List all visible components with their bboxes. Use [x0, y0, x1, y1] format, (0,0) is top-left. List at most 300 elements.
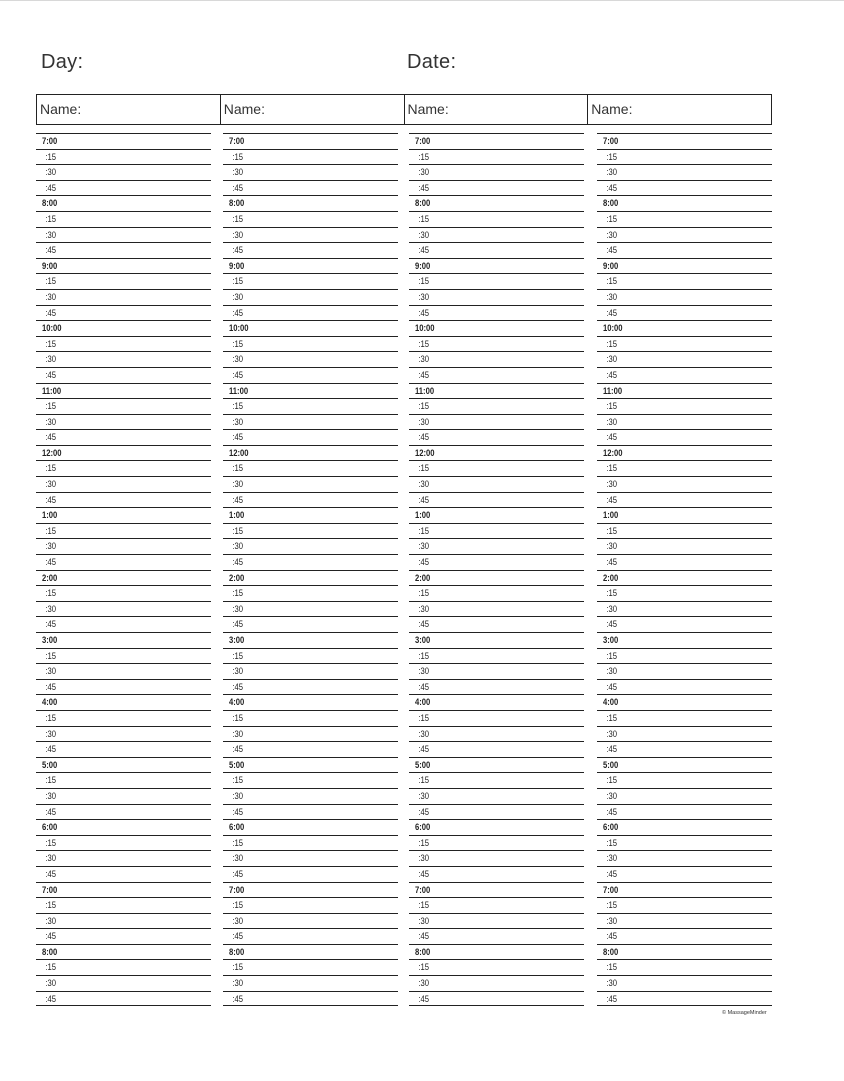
time-slot-hour[interactable] — [223, 632, 398, 648]
time-slot-quarter[interactable] — [597, 850, 772, 866]
time-slot-hour[interactable] — [223, 570, 398, 586]
time-slot-quarter[interactable] — [223, 726, 398, 742]
time-slot-quarter[interactable] — [223, 476, 398, 492]
time-slot-quarter[interactable] — [223, 149, 398, 165]
name-field-1[interactable]: Name: — [37, 95, 221, 124]
time-slot-hour[interactable] — [597, 757, 772, 773]
time-slot-quarter[interactable] — [36, 211, 211, 227]
time-slot-hour[interactable] — [36, 383, 211, 399]
time-slot-quarter[interactable] — [597, 476, 772, 492]
hour-label: 9:00 — [602, 260, 619, 271]
quarter-label: :30 — [418, 291, 429, 302]
time-slot-quarter[interactable] — [36, 897, 211, 913]
time-slot-hour[interactable] — [597, 383, 772, 399]
time-slot-quarter[interactable] — [223, 351, 398, 367]
time-slot-hour[interactable] — [223, 507, 398, 523]
time-slot-quarter[interactable] — [36, 710, 211, 726]
hour-label: 10:00 — [228, 323, 249, 334]
time-slot-quarter[interactable] — [597, 523, 772, 539]
quarter-label: :45 — [418, 931, 429, 942]
time-slot-hour[interactable] — [223, 944, 398, 960]
time-slot-hour[interactable] — [223, 195, 398, 211]
quarter-label: :15 — [45, 650, 56, 661]
time-slot-quarter[interactable] — [223, 523, 398, 539]
time-slot-quarter[interactable] — [597, 305, 772, 321]
time-slot-hour[interactable] — [597, 819, 772, 835]
time-slot-quarter[interactable] — [36, 336, 211, 352]
time-slot-quarter[interactable] — [223, 414, 398, 430]
time-slot-hour[interactable] — [36, 694, 211, 710]
quarter-label: :15 — [232, 338, 243, 349]
time-slot-quarter[interactable] — [409, 523, 584, 539]
quarter-label: :30 — [606, 291, 617, 302]
time-slot-hour[interactable] — [36, 757, 211, 773]
quarter-label: :15 — [418, 525, 429, 536]
quarter-label: :45 — [45, 806, 56, 817]
time-slot-hour[interactable] — [223, 694, 398, 710]
quarter-label: :45 — [606, 744, 617, 755]
time-slot-quarter[interactable] — [36, 788, 211, 804]
hour-label: 11:00 — [414, 385, 435, 396]
time-slot-quarter[interactable] — [223, 772, 398, 788]
time-slot-quarter[interactable] — [36, 601, 211, 617]
quarter-label: :30 — [232, 790, 243, 801]
time-slot-hour[interactable] — [409, 258, 584, 274]
time-slot-quarter[interactable] — [409, 554, 584, 570]
time-slot-quarter[interactable] — [223, 928, 398, 944]
time-slot-quarter[interactable] — [409, 476, 584, 492]
time-slot-quarter[interactable] — [223, 336, 398, 352]
time-slot-quarter[interactable] — [597, 648, 772, 664]
time-slot-quarter[interactable] — [409, 616, 584, 632]
time-slot-quarter[interactable] — [597, 897, 772, 913]
time-slot-quarter[interactable] — [36, 616, 211, 632]
quarter-label: :30 — [606, 915, 617, 926]
time-slot-quarter[interactable] — [36, 866, 211, 882]
time-slot-quarter[interactable] — [597, 601, 772, 617]
hour-label: 12:00 — [414, 447, 435, 458]
quarter-label: :15 — [418, 338, 429, 349]
time-slot-hour[interactable] — [36, 944, 211, 960]
time-slot-quarter[interactable] — [223, 460, 398, 476]
quarter-label: :15 — [606, 837, 617, 848]
time-slot-quarter[interactable] — [223, 242, 398, 258]
time-slot-quarter[interactable] — [409, 367, 584, 383]
hour-label: 3:00 — [228, 635, 245, 645]
hour-label: 8:00 — [602, 946, 619, 957]
time-slot-quarter[interactable] — [597, 710, 772, 726]
time-slot-quarter[interactable] — [409, 273, 584, 289]
time-slot-quarter[interactable] — [597, 804, 772, 820]
time-slot-quarter[interactable] — [409, 897, 584, 913]
time-slot-hour[interactable] — [597, 694, 772, 710]
time-slot-quarter[interactable] — [223, 663, 398, 679]
time-slot-quarter[interactable] — [36, 585, 211, 601]
hour-label: 7:00 — [41, 136, 58, 146]
quarter-label: :45 — [232, 868, 243, 879]
time-slot-quarter[interactable] — [409, 710, 584, 726]
time-slot-quarter[interactable] — [409, 804, 584, 820]
quarter-label: :15 — [45, 588, 56, 599]
time-slot-quarter[interactable] — [223, 975, 398, 991]
quarter-label: :45 — [45, 557, 56, 568]
hour-label: 5:00 — [602, 759, 619, 770]
time-slot-hour[interactable] — [223, 133, 398, 149]
time-slot-quarter[interactable] — [597, 414, 772, 430]
time-slot-quarter[interactable] — [223, 991, 398, 1007]
time-slot-hour[interactable] — [597, 882, 772, 898]
time-slot-hour[interactable] — [223, 819, 398, 835]
quarter-label: :45 — [606, 931, 617, 942]
quarter-label: :30 — [606, 416, 617, 427]
time-slot-hour[interactable] — [409, 694, 584, 710]
time-slot-quarter[interactable] — [597, 429, 772, 445]
time-slot-quarter[interactable] — [36, 538, 211, 554]
time-slot-quarter[interactable] — [36, 835, 211, 851]
time-slot-quarter[interactable] — [409, 913, 584, 929]
quarter-label: :45 — [232, 744, 243, 755]
time-slot-quarter[interactable] — [409, 149, 584, 165]
time-slot-quarter[interactable] — [409, 351, 584, 367]
time-slot-quarter[interactable] — [36, 804, 211, 820]
quarter-label: :30 — [418, 790, 429, 801]
time-slot-hour[interactable] — [597, 445, 772, 461]
quarter-label: :45 — [45, 744, 56, 755]
time-slot-quarter[interactable] — [597, 554, 772, 570]
quarter-label: :15 — [606, 775, 617, 786]
time-slot-quarter[interactable] — [36, 476, 211, 492]
time-slot-quarter[interactable] — [223, 850, 398, 866]
time-slot-quarter[interactable] — [36, 164, 211, 180]
time-slot-quarter[interactable] — [36, 414, 211, 430]
time-slot-hour[interactable] — [36, 882, 211, 898]
time-slot-quarter[interactable] — [597, 975, 772, 991]
time-slot-quarter[interactable] — [409, 585, 584, 601]
time-slot-hour[interactable] — [409, 320, 584, 336]
time-slot-quarter[interactable] — [597, 663, 772, 679]
time-slot-hour[interactable] — [223, 757, 398, 773]
time-slot-hour[interactable] — [36, 819, 211, 835]
time-slot-hour[interactable] — [597, 632, 772, 648]
quarter-label: :45 — [418, 432, 429, 443]
time-slot-quarter[interactable] — [36, 227, 211, 243]
quarter-label: :15 — [232, 463, 243, 474]
time-slot-quarter[interactable] — [223, 585, 398, 601]
time-slot-quarter[interactable] — [597, 149, 772, 165]
name-field-3[interactable]: Name: — [405, 95, 589, 124]
time-slot-quarter[interactable] — [223, 804, 398, 820]
time-slot-hour[interactable] — [409, 944, 584, 960]
time-slot-quarter[interactable] — [409, 211, 584, 227]
hour-label: 4:00 — [602, 697, 619, 708]
time-slot-quarter[interactable] — [223, 866, 398, 882]
quarter-label: :45 — [232, 806, 243, 817]
time-slot-quarter[interactable] — [409, 959, 584, 975]
time-slot-quarter[interactable] — [597, 289, 772, 305]
time-slot-quarter[interactable] — [36, 242, 211, 258]
time-slot-quarter[interactable] — [36, 554, 211, 570]
time-slot-quarter[interactable] — [36, 850, 211, 866]
quarter-label: :30 — [418, 416, 429, 427]
time-slot-hour[interactable] — [597, 133, 772, 149]
time-slot-hour[interactable] — [597, 944, 772, 960]
time-slot-quarter[interactable] — [36, 460, 211, 476]
time-slot-quarter[interactable] — [409, 741, 584, 757]
time-slot-hour[interactable] — [409, 882, 584, 898]
time-slot-hour[interactable] — [409, 445, 584, 461]
quarter-label: :15 — [418, 463, 429, 474]
time-slot-quarter[interactable] — [597, 398, 772, 414]
time-slot-quarter[interactable] — [36, 679, 211, 695]
time-slot-quarter[interactable] — [36, 648, 211, 664]
time-slot-quarter[interactable] — [36, 492, 211, 508]
quarter-label: :45 — [45, 182, 56, 193]
quarter-label: :45 — [45, 494, 56, 505]
quarter-label: :45 — [45, 868, 56, 879]
time-slot-quarter[interactable] — [223, 180, 398, 196]
hour-label: 1:00 — [41, 510, 58, 521]
time-slot-quarter[interactable] — [597, 538, 772, 554]
quarter-label: :45 — [45, 681, 56, 692]
quarter-label: :30 — [45, 790, 56, 801]
time-slot-hour[interactable] — [36, 507, 211, 523]
time-slot-hour[interactable] — [36, 632, 211, 648]
time-slot-quarter[interactable] — [409, 492, 584, 508]
time-slot-hour[interactable] — [223, 258, 398, 274]
time-slot-quarter[interactable] — [597, 866, 772, 882]
time-slot-hour[interactable] — [36, 320, 211, 336]
time-slot-quarter[interactable] — [223, 211, 398, 227]
time-slot-hour[interactable] — [409, 819, 584, 835]
time-slot-hour[interactable] — [36, 195, 211, 211]
time-slot-quarter[interactable] — [223, 788, 398, 804]
quarter-label: :30 — [418, 479, 429, 490]
time-slot-quarter[interactable] — [409, 772, 584, 788]
time-slot-quarter[interactable] — [223, 835, 398, 851]
quarter-label: :15 — [45, 900, 56, 911]
time-slot-quarter[interactable] — [223, 710, 398, 726]
hour-label: 12:00 — [228, 447, 249, 458]
time-slot-quarter[interactable] — [36, 429, 211, 445]
time-slot-quarter[interactable] — [223, 959, 398, 975]
time-slot-quarter[interactable] — [597, 991, 772, 1007]
time-slot-quarter[interactable] — [409, 928, 584, 944]
quarter-label: :30 — [45, 291, 56, 302]
time-slot-quarter[interactable] — [597, 164, 772, 180]
top-border-line — [0, 0, 844, 1]
time-slot-quarter[interactable] — [36, 523, 211, 539]
time-slot-quarter[interactable] — [223, 601, 398, 617]
time-slot-quarter[interactable] — [597, 616, 772, 632]
hour-label: 1:00 — [602, 510, 619, 521]
time-slot-quarter[interactable] — [409, 180, 584, 196]
time-slot-quarter[interactable] — [409, 164, 584, 180]
time-slot-quarter[interactable] — [223, 538, 398, 554]
time-slot-quarter[interactable] — [409, 289, 584, 305]
time-slot-quarter[interactable] — [597, 741, 772, 757]
time-slot-quarter[interactable] — [36, 180, 211, 196]
time-slot-quarter[interactable] — [223, 741, 398, 757]
hour-label: 3:00 — [41, 635, 58, 645]
time-slot-quarter[interactable] — [597, 959, 772, 975]
time-slot-quarter[interactable] — [597, 273, 772, 289]
quarter-label: :15 — [232, 775, 243, 786]
time-slot-quarter[interactable] — [36, 726, 211, 742]
time-slot-quarter[interactable] — [223, 897, 398, 913]
quarter-label: :15 — [418, 837, 429, 848]
time-slot-hour[interactable] — [597, 258, 772, 274]
time-slot-quarter[interactable] — [36, 959, 211, 975]
time-slot-quarter[interactable] — [409, 991, 584, 1007]
time-slot-quarter[interactable] — [597, 835, 772, 851]
time-slot-hour[interactable] — [36, 570, 211, 586]
time-slot-quarter[interactable] — [597, 928, 772, 944]
time-slot-quarter[interactable] — [223, 913, 398, 929]
time-slot-quarter[interactable] — [223, 273, 398, 289]
time-slot-quarter[interactable] — [409, 538, 584, 554]
time-slot-quarter[interactable] — [36, 975, 211, 991]
hour-label: 9:00 — [41, 260, 58, 271]
time-slot-quarter[interactable] — [223, 648, 398, 664]
time-slot-quarter[interactable] — [597, 492, 772, 508]
time-slot-quarter[interactable] — [36, 991, 211, 1007]
quarter-label: :15 — [418, 775, 429, 786]
quarter-label: :30 — [418, 354, 429, 365]
time-slot-quarter[interactable] — [36, 913, 211, 929]
quarter-label: :15 — [45, 151, 56, 162]
time-slot-quarter[interactable] — [223, 616, 398, 632]
time-slot-quarter[interactable] — [36, 367, 211, 383]
time-slot-hour[interactable] — [36, 258, 211, 274]
time-slot-hour[interactable] — [409, 383, 584, 399]
quarter-label: :45 — [45, 307, 56, 318]
hour-label: 4:00 — [228, 697, 245, 708]
time-slot-quarter[interactable] — [597, 726, 772, 742]
time-slot-hour[interactable] — [597, 195, 772, 211]
time-slot-hour[interactable] — [597, 320, 772, 336]
time-slot-hour[interactable] — [409, 570, 584, 586]
time-slot-quarter[interactable] — [36, 149, 211, 165]
time-slot-quarter[interactable] — [36, 289, 211, 305]
time-slot-hour[interactable] — [36, 445, 211, 461]
time-slot-quarter[interactable] — [36, 928, 211, 944]
time-slot-quarter[interactable] — [36, 351, 211, 367]
time-slot-quarter[interactable] — [223, 305, 398, 321]
time-slot-quarter[interactable] — [597, 211, 772, 227]
quarter-label: :45 — [232, 432, 243, 443]
time-slot-quarter[interactable] — [409, 429, 584, 445]
time-slot-quarter[interactable] — [409, 866, 584, 882]
time-slot-hour[interactable] — [223, 882, 398, 898]
time-slot-quarter[interactable] — [409, 850, 584, 866]
time-slot-quarter[interactable] — [409, 663, 584, 679]
time-slot-quarter[interactable] — [597, 227, 772, 243]
schedule-column-3 — [409, 133, 584, 1006]
time-slot-quarter[interactable] — [223, 164, 398, 180]
name-field-4[interactable]: Name: — [591, 101, 633, 117]
time-slot-quarter[interactable] — [409, 601, 584, 617]
time-slot-quarter[interactable] — [36, 398, 211, 414]
time-slot-quarter[interactable] — [223, 398, 398, 414]
time-slot-quarter[interactable] — [36, 305, 211, 321]
time-slot-quarter[interactable] — [409, 788, 584, 804]
time-slot-quarter[interactable] — [597, 336, 772, 352]
quarter-label: :15 — [232, 962, 243, 973]
quarter-label: :15 — [606, 276, 617, 287]
time-slot-quarter[interactable] — [409, 414, 584, 430]
name-field-2[interactable]: Name: — [221, 95, 405, 124]
time-slot-quarter[interactable] — [597, 367, 772, 383]
quarter-label: :15 — [232, 650, 243, 661]
hour-label: 9:00 — [228, 260, 245, 271]
time-slot-quarter[interactable] — [597, 585, 772, 601]
time-slot-quarter[interactable] — [223, 679, 398, 695]
time-slot-quarter[interactable] — [597, 180, 772, 196]
time-slot-hour[interactable] — [409, 195, 584, 211]
time-slot-quarter[interactable] — [223, 227, 398, 243]
quarter-label: :45 — [418, 681, 429, 692]
time-slot-quarter[interactable] — [409, 975, 584, 991]
quarter-label: :15 — [45, 775, 56, 786]
hour-label: 7:00 — [41, 884, 58, 895]
time-slot-quarter[interactable] — [597, 242, 772, 258]
time-slot-quarter[interactable] — [409, 242, 584, 258]
time-slot-quarter[interactable] — [36, 741, 211, 757]
time-slot-hour[interactable] — [409, 133, 584, 149]
quarter-label: :30 — [45, 978, 56, 989]
quarter-label: :30 — [232, 167, 243, 178]
schedule-column-4 — [597, 133, 772, 1006]
time-slot-quarter[interactable] — [409, 835, 584, 851]
time-slot-hour[interactable] — [597, 570, 772, 586]
hour-label: 9:00 — [414, 260, 431, 271]
time-slot-hour[interactable] — [36, 133, 211, 149]
time-slot-quarter[interactable] — [36, 663, 211, 679]
time-slot-quarter[interactable] — [409, 305, 584, 321]
quarter-label: :15 — [606, 525, 617, 536]
time-slot-quarter[interactable] — [409, 398, 584, 414]
time-slot-quarter[interactable] — [409, 648, 584, 664]
quarter-label: :15 — [45, 712, 56, 723]
time-slot-quarter[interactable] — [597, 351, 772, 367]
time-slot-hour[interactable] — [223, 445, 398, 461]
time-slot-quarter[interactable] — [409, 726, 584, 742]
time-slot-hour[interactable] — [223, 320, 398, 336]
time-slot-quarter[interactable] — [223, 554, 398, 570]
time-slot-hour[interactable] — [409, 632, 584, 648]
time-slot-quarter[interactable] — [597, 679, 772, 695]
time-slot-quarter[interactable] — [597, 772, 772, 788]
time-slot-quarter[interactable] — [597, 913, 772, 929]
time-slot-hour[interactable] — [409, 757, 584, 773]
quarter-label: :45 — [606, 557, 617, 568]
time-slot-quarter[interactable] — [597, 460, 772, 476]
time-slot-quarter[interactable] — [409, 460, 584, 476]
time-slot-quarter[interactable] — [36, 273, 211, 289]
time-slot-hour[interactable] — [597, 507, 772, 523]
time-slot-quarter[interactable] — [597, 788, 772, 804]
time-slot-quarter[interactable] — [36, 772, 211, 788]
time-slot-hour[interactable] — [223, 383, 398, 399]
time-slot-quarter[interactable] — [223, 367, 398, 383]
time-slot-quarter[interactable] — [223, 492, 398, 508]
time-slot-quarter[interactable] — [409, 679, 584, 695]
time-slot-quarter[interactable] — [223, 289, 398, 305]
time-slot-quarter[interactable] — [409, 336, 584, 352]
time-slot-quarter[interactable] — [223, 429, 398, 445]
time-slot-quarter[interactable] — [409, 227, 584, 243]
time-slot-hour[interactable] — [409, 507, 584, 523]
